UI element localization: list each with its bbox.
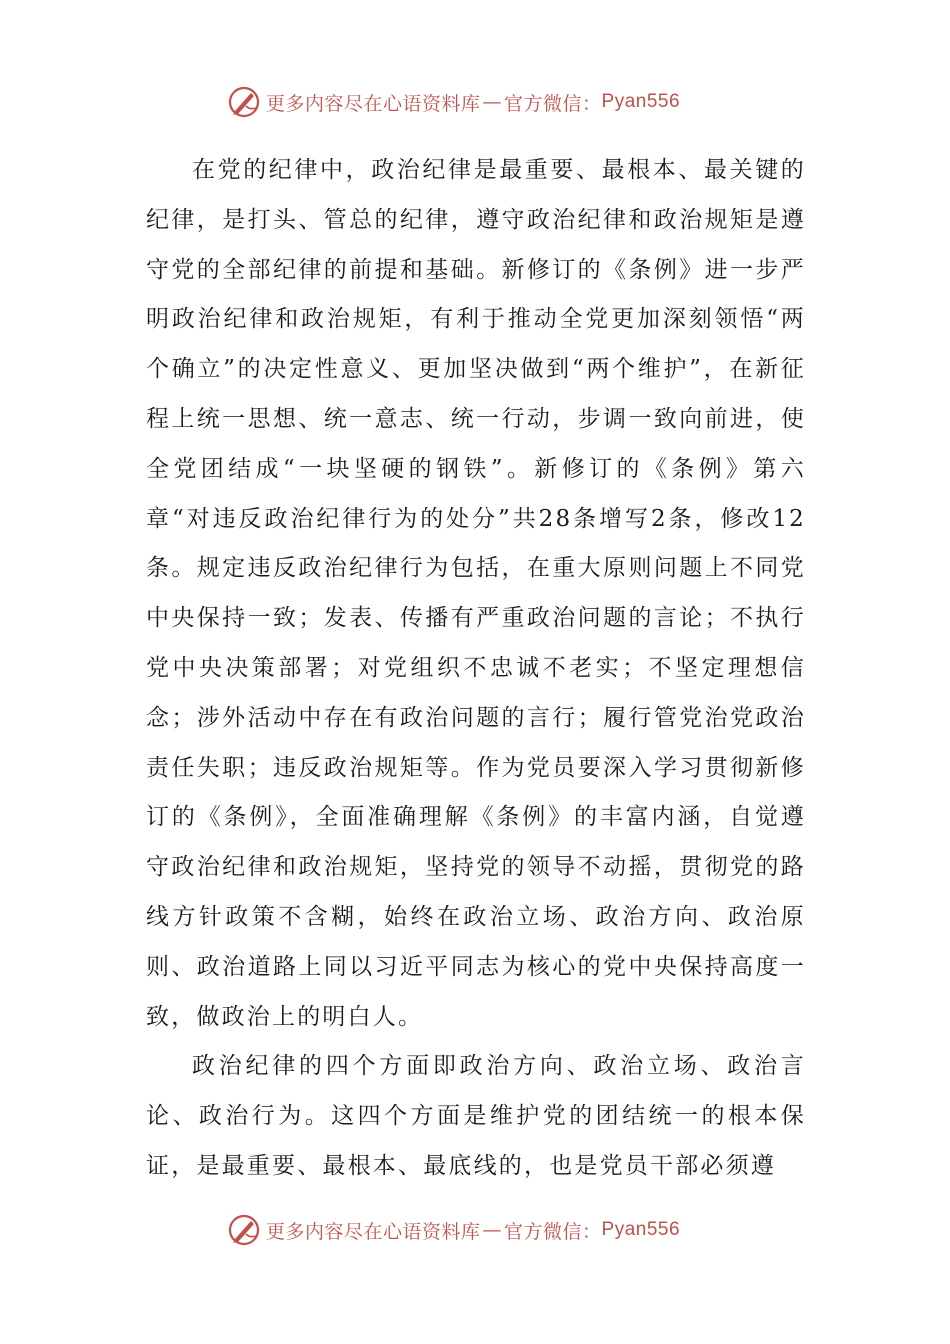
paragraph-2: 政治纪律的四个方面即政治方向、政治立场、政治言论、政治行为。这四个方面是维护党的团结统一的根本保证，是最重要、最根本、最底线的，也是党员干部必须遵 xyxy=(146,1053,806,1179)
watermark-dash: — xyxy=(482,91,503,113)
watermark-site-text: 更多内容尽在心语资料库 xyxy=(266,92,481,115)
watermark-site-text: 更多内容尽在心语资料库 xyxy=(266,1220,481,1243)
pen-circle-logo-icon xyxy=(226,1212,262,1248)
paragraph-1: 在党的纪律中，政治纪律是最重要、最根本、最关键的纪律，是打头、管总的纪律，遵守政治纪律和政治规矩是遵守党的全部纪律的前提和基础。新修订的《条例》进一步严明政治纪律和政治规矩，有利于推动全党更加深刻领悟“两个确立”的决定性意义、更加坚决做到“两个维护”，在新征程上统一思想、统一意志、统一行动，步调一致向前进，使全党团结成“一块坚硬的钢铁”。新修订的《条例》第六章“对违反政治纪律行为的处分”共28条增写2条，修改12条。规定违反政治纪律行为包括，在重大原则问题上不同党中央保持一致；发表、传播有严重政治问题的言论；不执行党中央决策部署；对党组织不忠诚不老实；不坚定理想信念；涉外活动中存在有政治问题的言行；履行管党治党政治责任失职；违反政治规矩等。作为党员要深入学习贯彻新修订的《条例》，全面准确理解《条例》的丰富内涵，自觉遵守政治纪律和政治规矩，坚持党的领导不动摇，贯彻党的路线方针政策不含糊，始终在政治立场、政治方向、政治原则、政治道路上同以习近平同志为核心的党中央保持高度一致，做政治上的明白人。 xyxy=(146,157,806,1030)
footer-watermark xyxy=(226,1210,746,1250)
watermark-label: 官方微信： xyxy=(504,1220,602,1243)
pen-circle-logo-icon xyxy=(226,84,262,120)
header-watermark xyxy=(226,82,746,122)
watermark-wechat-id: Pyan556 xyxy=(601,1219,681,1240)
watermark-label: 官方微信： xyxy=(504,92,602,115)
watermark-dash: — xyxy=(482,1219,503,1241)
document-body xyxy=(146,146,806,1192)
watermark-wechat-id: Pyan556 xyxy=(601,91,681,112)
